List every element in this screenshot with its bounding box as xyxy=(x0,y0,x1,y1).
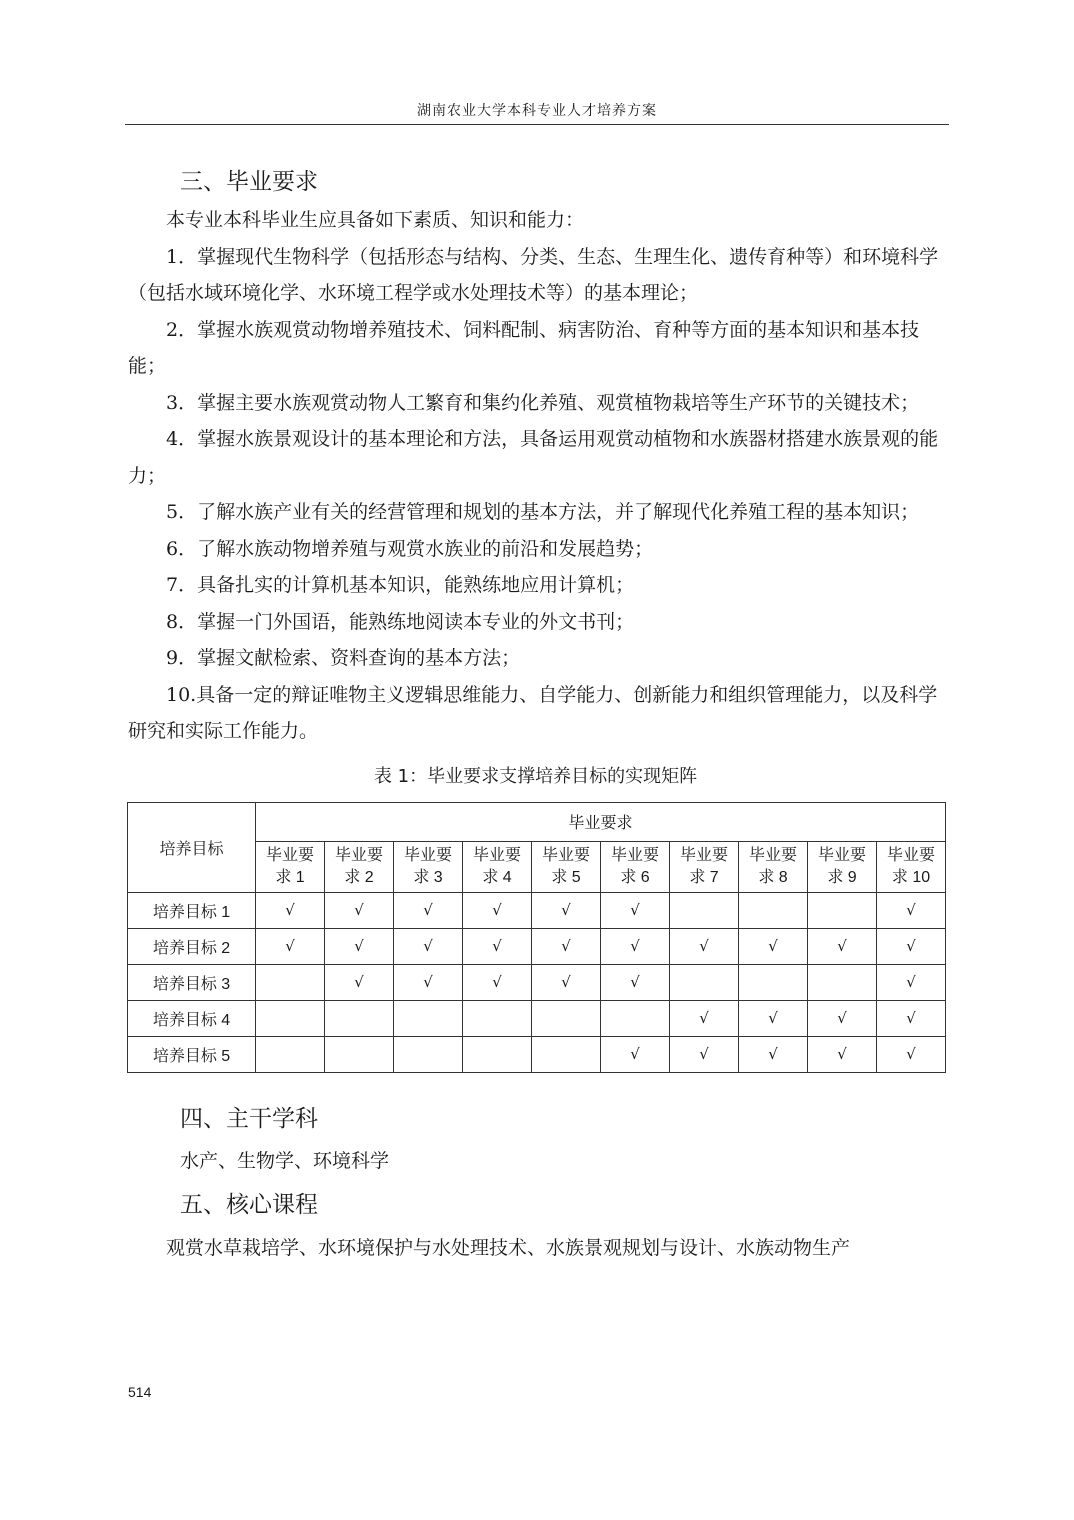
table-group-header: 毕业要求 xyxy=(256,802,946,841)
table-row xyxy=(128,964,946,1000)
column-header-line: 求 10 xyxy=(891,868,931,886)
check-mark-cell: √ xyxy=(463,964,532,1000)
check-mark-cell: √ xyxy=(739,1036,808,1072)
requirements-list xyxy=(128,239,943,750)
check-mark-cell: √ xyxy=(325,892,394,928)
page-content xyxy=(128,162,943,1271)
empty-cell xyxy=(808,964,877,1000)
column-header-line: 求 8 xyxy=(758,868,788,886)
check-mark-cell: √ xyxy=(670,928,739,964)
requirement-item: 7．具备扎实的计算机基本知识，能熟练地应用计算机； xyxy=(166,574,635,596)
column-header-line: 求 4 xyxy=(482,868,512,886)
running-header: 湖南农业大学本科专业人才培养方案 xyxy=(417,103,657,119)
empty-cell xyxy=(256,1036,325,1072)
row-label: 培养目标 2 xyxy=(128,928,256,964)
column-header-line: 求 6 xyxy=(620,868,650,886)
table-column-header xyxy=(877,841,946,892)
check-mark-cell: √ xyxy=(601,892,670,928)
check-mark-cell: √ xyxy=(877,964,946,1000)
row-label: 培养目标 4 xyxy=(128,1000,256,1036)
column-header-line: 毕业要 xyxy=(403,846,452,864)
table-column-header xyxy=(670,841,739,892)
check-mark-cell: √ xyxy=(463,892,532,928)
empty-cell xyxy=(739,964,808,1000)
requirement-item: 5．了解水族产业有关的经营管理和规划的基本方法，并了解现代化养殖工程的基本知识； xyxy=(166,501,920,523)
empty-cell xyxy=(739,892,808,928)
check-mark-cell: √ xyxy=(325,928,394,964)
empty-cell xyxy=(670,892,739,928)
section5-heading: 五、核心课程 xyxy=(180,1191,318,1218)
empty-cell xyxy=(463,1036,532,1072)
table-row xyxy=(128,1000,946,1036)
empty-cell xyxy=(670,964,739,1000)
check-mark-cell: √ xyxy=(670,1036,739,1072)
empty-cell xyxy=(325,1000,394,1036)
check-mark-cell: √ xyxy=(394,964,463,1000)
section4-heading: 四、主干学科 xyxy=(180,1105,318,1132)
check-mark-cell: √ xyxy=(256,892,325,928)
check-mark-cell: √ xyxy=(670,1000,739,1036)
requirement-item: 9．掌握文献检索、资料查询的基本方法； xyxy=(166,647,521,669)
check-mark-cell: √ xyxy=(739,928,808,964)
table-column-header xyxy=(325,841,394,892)
table-column-header xyxy=(394,841,463,892)
row-label: 培养目标 3 xyxy=(128,964,256,1000)
empty-cell xyxy=(394,1000,463,1036)
column-header-line: 求 1 xyxy=(275,868,305,886)
table-column-header xyxy=(808,841,877,892)
row-label: 培养目标 1 xyxy=(128,892,256,928)
check-mark-cell: √ xyxy=(463,928,532,964)
check-mark-cell: √ xyxy=(808,1000,877,1036)
check-mark-cell: √ xyxy=(877,1036,946,1072)
page-number: 514 xyxy=(128,1384,152,1400)
table-column-header xyxy=(463,841,532,892)
column-header-line: 毕业要 xyxy=(265,846,314,864)
empty-cell xyxy=(256,1000,325,1036)
empty-cell xyxy=(394,1036,463,1072)
requirement-item: 6．了解水族动物增养殖与观赏水族业的前沿和发展趋势； xyxy=(166,537,654,560)
empty-cell xyxy=(601,1000,670,1036)
column-header-line: 求 9 xyxy=(827,868,857,886)
empty-cell xyxy=(532,1036,601,1072)
empty-cell xyxy=(808,892,877,928)
column-header-line: 求 2 xyxy=(344,868,374,886)
check-mark-cell: √ xyxy=(877,928,946,964)
check-mark-cell: √ xyxy=(739,1000,808,1036)
table-row xyxy=(128,928,946,964)
column-header-line: 毕业要 xyxy=(334,846,383,864)
requirement-item: 4．掌握水族景观设计的基本理论和方法，具备运用观赏动植物和水族器材搭建水族景观的能力； xyxy=(128,428,939,487)
column-header-line: 求 3 xyxy=(413,868,443,886)
table-column-header xyxy=(739,841,808,892)
section3-intro: 本专业本科毕业生应具备如下素质、知识和能力： xyxy=(166,209,585,231)
column-header-line: 毕业要 xyxy=(541,846,590,864)
check-mark-cell: √ xyxy=(808,928,877,964)
column-header-line: 毕业要 xyxy=(817,846,866,864)
check-mark-cell: √ xyxy=(877,1000,946,1036)
check-mark-cell: √ xyxy=(601,964,670,1000)
table-caption: 表 1：毕业要求支撑培养目标的实现矩阵 xyxy=(373,765,698,787)
requirements-matrix-table xyxy=(127,802,946,1073)
check-mark-cell: √ xyxy=(394,928,463,964)
check-mark-cell: √ xyxy=(601,928,670,964)
section5-text: 观赏水草栽培学、水环境保护与水处理技术、水族景观规划与设计、水族动物生产 xyxy=(166,1236,851,1259)
check-mark-cell: √ xyxy=(256,928,325,964)
empty-cell xyxy=(463,1000,532,1036)
check-mark-cell: √ xyxy=(601,1036,670,1072)
check-mark-cell: √ xyxy=(532,928,601,964)
requirement-item: 3．掌握主要水族观赏动物人工繁育和集约化养殖、观赏植物栽培等生产环节的关键技术； xyxy=(166,391,920,414)
empty-cell xyxy=(325,1036,394,1072)
check-mark-cell: √ xyxy=(808,1036,877,1072)
empty-cell xyxy=(256,964,325,1000)
requirement-item: 8．掌握一门外国语，能熟练地阅读本专业的外文书刊； xyxy=(166,610,635,633)
check-mark-cell: √ xyxy=(325,964,394,1000)
table-column-header xyxy=(601,841,670,892)
check-mark-cell: √ xyxy=(877,892,946,928)
column-header-line: 毕业要 xyxy=(886,846,935,864)
column-header-line: 毕业要 xyxy=(748,846,797,864)
table-column-header xyxy=(532,841,601,892)
column-header-line: 毕业要 xyxy=(610,846,659,864)
empty-cell xyxy=(532,1000,601,1036)
column-header-line: 求 5 xyxy=(551,868,581,886)
column-header-line: 毕业要 xyxy=(679,846,728,864)
requirement-item: 1．掌握现代生物科学（包括形态与结构、分类、生态、生理生化、遗传育种等）和环境科学（包括水域环境化学、水环境工程学或水处理技术等）的基本理论； xyxy=(128,245,939,304)
row-label: 培养目标 5 xyxy=(128,1036,256,1072)
check-mark-cell: √ xyxy=(394,892,463,928)
check-mark-cell: √ xyxy=(532,964,601,1000)
check-mark-cell: √ xyxy=(532,892,601,928)
requirement-item: 10.具备一定的辩证唯物主义逻辑思维能力、自学能力、创新能力和组织管理能力，以及科学研究和实际工作能力。 xyxy=(128,683,938,742)
table-corner-header: 培养目标 xyxy=(128,802,256,892)
table-column-header xyxy=(256,841,325,892)
table-row xyxy=(128,1036,946,1072)
section4-text: 水产、生物学、环境科学 xyxy=(180,1149,390,1172)
requirement-item: 2．掌握水族观赏动物增养殖技术、饲料配制、病害防治、育种等方面的基本知识和基本技能； xyxy=(128,318,920,377)
column-header-line: 毕业要 xyxy=(472,846,521,864)
section3-heading: 三、毕业要求 xyxy=(180,169,318,195)
column-header-line: 求 7 xyxy=(689,868,719,886)
table-row xyxy=(128,892,946,928)
header-rule xyxy=(125,124,949,125)
